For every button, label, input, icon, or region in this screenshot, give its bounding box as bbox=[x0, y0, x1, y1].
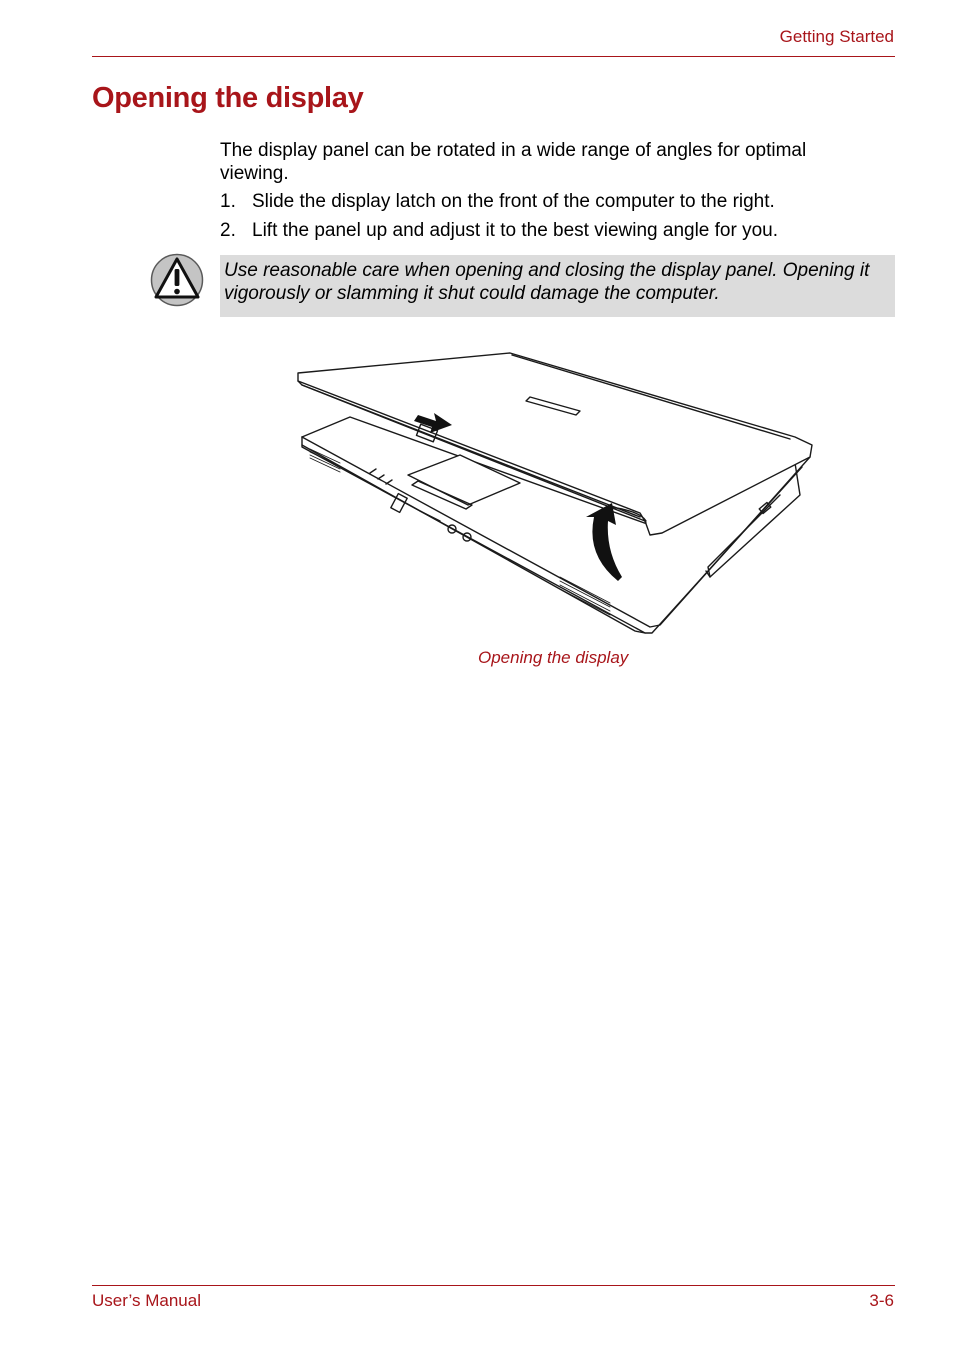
step-number: 1. bbox=[220, 191, 236, 212]
step-text: Slide the display latch on the front of the computer to the right. bbox=[252, 191, 775, 212]
page-title: Opening the display bbox=[92, 82, 364, 114]
steps-list bbox=[220, 190, 890, 248]
warning-triangle-icon bbox=[150, 253, 204, 307]
caution-note bbox=[220, 255, 895, 317]
list-item bbox=[220, 219, 890, 242]
step-text: Lift the panel up and adjust it to the best viewing angle for you. bbox=[252, 220, 779, 241]
intro-paragraph: The display panel can be rotated in a wide range of angles for optimal viewing. bbox=[220, 140, 807, 184]
footer-rule bbox=[92, 1285, 895, 1286]
step-number: 2. bbox=[220, 220, 236, 241]
footer-manual-title: User’s Manual bbox=[92, 1291, 201, 1310]
list-item bbox=[220, 190, 890, 213]
header-section-title: Getting Started bbox=[779, 27, 894, 46]
figure-caption: Opening the display bbox=[478, 648, 629, 667]
laptop-opening-illustration bbox=[290, 345, 820, 635]
footer-page-number: 3-6 bbox=[869, 1291, 894, 1310]
header-rule bbox=[92, 56, 895, 57]
caution-text: Use reasonable care when opening and closing the display panel. Opening it vigorously or slamming it shut could damage the computer. bbox=[224, 260, 870, 304]
